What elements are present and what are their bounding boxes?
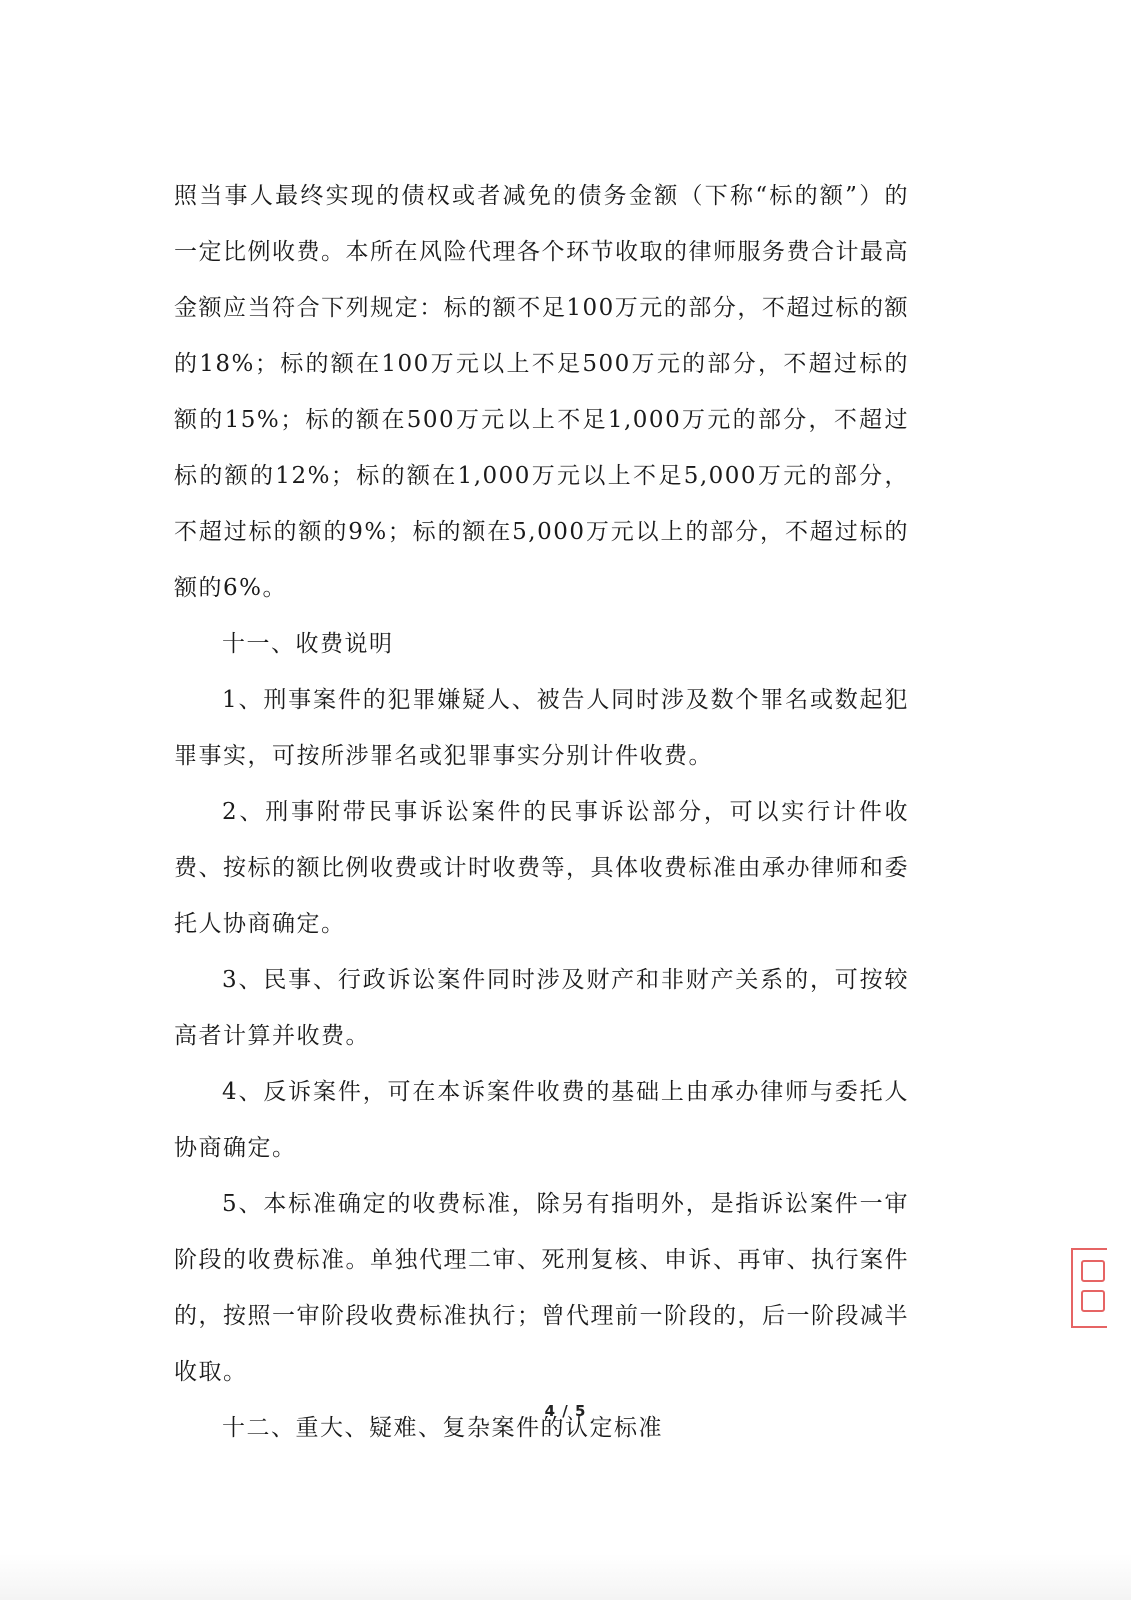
paragraph-item-5: 5、本标准确定的收费标准，除另有指明外，是指诉讼案件一审阶段的收费标准。单独代理二审、死刑复核、申诉、再审、执行案件的，按照一审阶段收费标准执行；曾代理前一阶段的，后一阶段减半收取。 [174,1191,909,1385]
paragraph-item-4: 4、反诉案件，可在本诉案件收费的基础上由承办律师与委托人协商确定。 [174,1079,909,1161]
seal-mark-lower [1081,1290,1105,1312]
paragraph-item-2: 2、刑事附带民事诉讼案件的民事诉讼部分，可以实行计件收费、按标的额比例收费或计时收费等，具体收费标准由承办律师和委托人协商确定。 [174,799,909,937]
paragraph-fee-cap-rules: 照当事人最终实现的债权或者减免的债务金额（下称“标的额”）的一定比例收费。本所在风险代理各个环节收取的律师服务费合计最高金额应当符合下列规定：标的额不足100万元的部分，不超过标的额的18%；标的额在100万元以上不足500万元的部分，不超过标的额的15%；标的额在500万元以上不足1,000万元的部分，不超过标的额的12%；标的额在1,000万元以上不足5,000万元的部分，不超过标的额的9%；标的额在5,000万元以上的部分，不超过标的额的6%。 [174,183,909,601]
heading-section-twelve: 十二、重大、疑难、复杂案件的认定标准 [222,1415,663,1441]
heading-section-eleven: 十一、收费说明 [222,631,394,657]
scan-shadow-edge [0,1554,1131,1600]
seal-mark-upper [1081,1260,1105,1282]
paragraph-item-1: 1、刑事案件的犯罪嫌疑人、被告人同时涉及数个罪名或数起犯罪事实，可按所涉罪名或犯罪事实分别计件收费。 [174,687,909,769]
body-text [174,168,909,1456]
page-number: 4 / 5 [544,1402,587,1420]
paragraph-item-3: 3、民事、行政诉讼案件同时涉及财产和非财产关系的，可按较高者计算并收费。 [174,967,909,1049]
partial-seal-stamp [1071,1248,1107,1328]
